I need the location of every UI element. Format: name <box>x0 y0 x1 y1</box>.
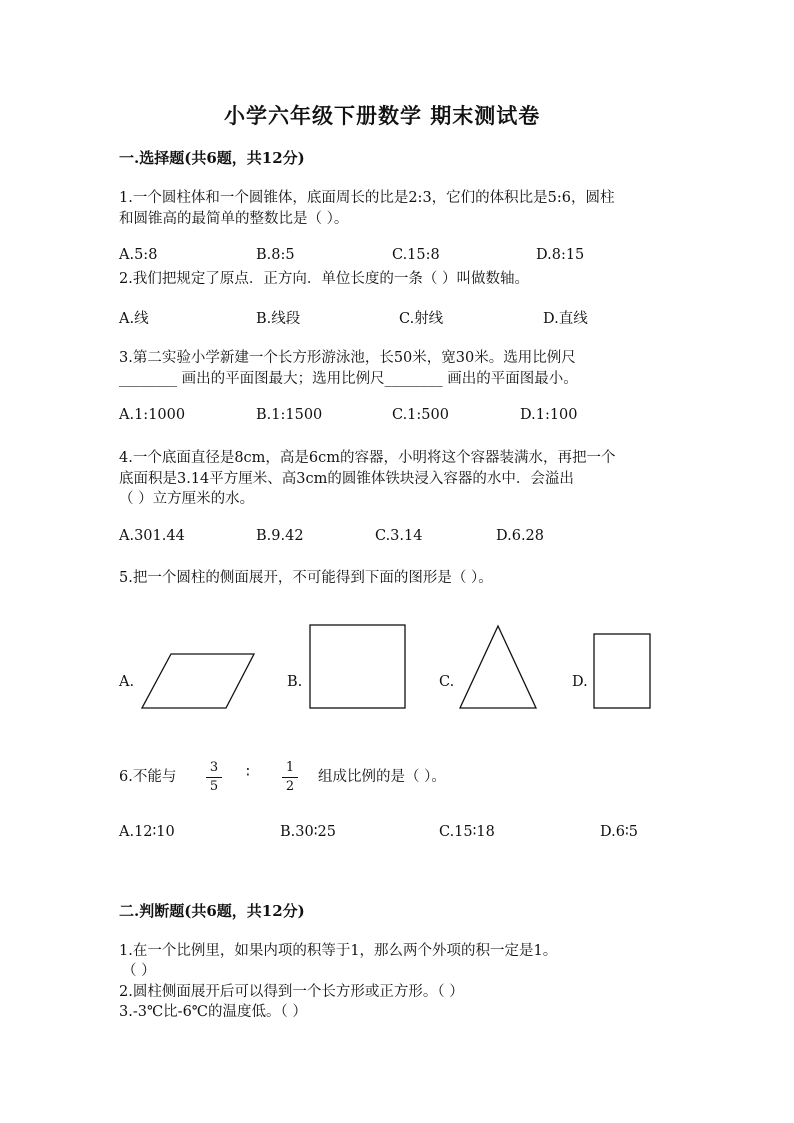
q2-line1: 2.我们把规定了原点．正方向．单位长度的一条（ ）叫做数轴。 <box>119 271 529 287</box>
q6-suffix: 组成比例的是（ ）。 <box>318 769 446 785</box>
q5-option-d[interactable]: D. <box>572 674 588 690</box>
q1-option-d[interactable]: D.8:15 <box>536 247 585 263</box>
q6-fraction-2-denominator: 2 <box>285 779 295 794</box>
q5-option-b[interactable]: B. <box>287 674 303 690</box>
square-figure <box>310 625 405 708</box>
q4-option-c[interactable]: C.3.14 <box>375 528 423 544</box>
q3-option-b[interactable]: B.1:1500 <box>256 407 323 423</box>
page-title: 小学六年级下册数学 期末测试卷 <box>224 103 541 128</box>
q2-option-c[interactable]: C.射线 <box>399 311 444 327</box>
parallelogram-figure <box>142 654 254 708</box>
q1-line2: 和圆锥高的最简单的整数比是（ ）。 <box>119 211 349 227</box>
section-heading-choice: 一.选择题(共6题，共12分) <box>119 149 305 167</box>
q4-line3: （ ）立方厘米的水。 <box>119 491 255 507</box>
q6-fraction-1-denominator: 5 <box>209 779 219 794</box>
s2-q1-line2: （ ） <box>122 963 156 979</box>
q6-colon: ∶ <box>246 765 250 781</box>
q3-line1: 3.第二实验小学新建一个长方形游泳池，长50米，宽30米。选用比例尺 <box>119 350 576 366</box>
q4-line1: 4.一个底面直径是8cm，高是6cm的容器，小明将这个容器装满水，再把一个 <box>119 450 616 466</box>
q3-option-d[interactable]: D.1:100 <box>520 407 578 423</box>
q6-option-d[interactable]: D.6∶5 <box>600 824 638 840</box>
q3-option-a[interactable]: A.1:1000 <box>119 407 186 423</box>
q5-option-c[interactable]: C. <box>439 674 455 690</box>
q2-option-a[interactable]: A.线 <box>119 311 149 327</box>
q6-fraction-1-numerator: 3 <box>209 760 219 775</box>
q4-option-d[interactable]: D.6.28 <box>496 528 545 544</box>
q1-option-b[interactable]: B.8:5 <box>256 247 295 263</box>
q2-option-b[interactable]: B.线段 <box>256 311 301 327</box>
q5-option-a[interactable]: A. <box>119 674 135 690</box>
q4-option-b[interactable]: B.9.42 <box>256 528 304 544</box>
q6-prefix: 6.不能与 <box>119 769 177 785</box>
q3-option-c[interactable]: C.1:500 <box>392 407 449 423</box>
s2-q1-line1: 1.在一个比例里，如果内项的积等于1，那么两个外项的积一定是1。 <box>119 943 558 959</box>
s2-q2: 2.圆柱侧面展开后可以得到一个长方形或正方形。（ ） <box>119 984 464 1000</box>
rectangle-figure <box>594 634 650 708</box>
s2-q3: 3.-3℃比-6℃的温度低。（ ） <box>119 1004 307 1020</box>
q6-fraction-2-numerator: 1 <box>285 760 295 775</box>
q1-line1: 1.一个圆柱体和一个圆锥体，底面周长的比是2:3，它们的体积比是5:6，圆柱 <box>119 190 615 206</box>
q6-option-c[interactable]: C.15∶18 <box>439 824 495 840</box>
q6-option-a[interactable]: A.12∶10 <box>119 824 175 840</box>
q4-option-a[interactable]: A.301.44 <box>119 528 185 544</box>
q2-option-d[interactable]: D.直线 <box>543 311 588 327</box>
q1-option-c[interactable]: C.15:8 <box>392 247 440 263</box>
q1-option-a[interactable]: A.5:8 <box>119 247 158 263</box>
q5-line1: 5.把一个圆柱的侧面展开，不可能得到下面的图形是（ ）。 <box>119 570 493 586</box>
q6-fraction-2 <box>282 761 298 794</box>
q3-line2: ________ 画出的平面图最大；选用比例尺________ 画出的平面图最小。 <box>119 371 578 387</box>
q6-option-b[interactable]: B.30∶25 <box>280 824 336 840</box>
triangle-figure <box>460 626 536 708</box>
q6-fraction-1 <box>206 761 222 794</box>
q4-line2: 底面积是3.14平方厘米、高3cm的圆锥体铁块浸入容器的水中．会溢出 <box>119 471 574 487</box>
section-heading-judgement: 二.判断题(共6题，共12分) <box>119 902 305 920</box>
